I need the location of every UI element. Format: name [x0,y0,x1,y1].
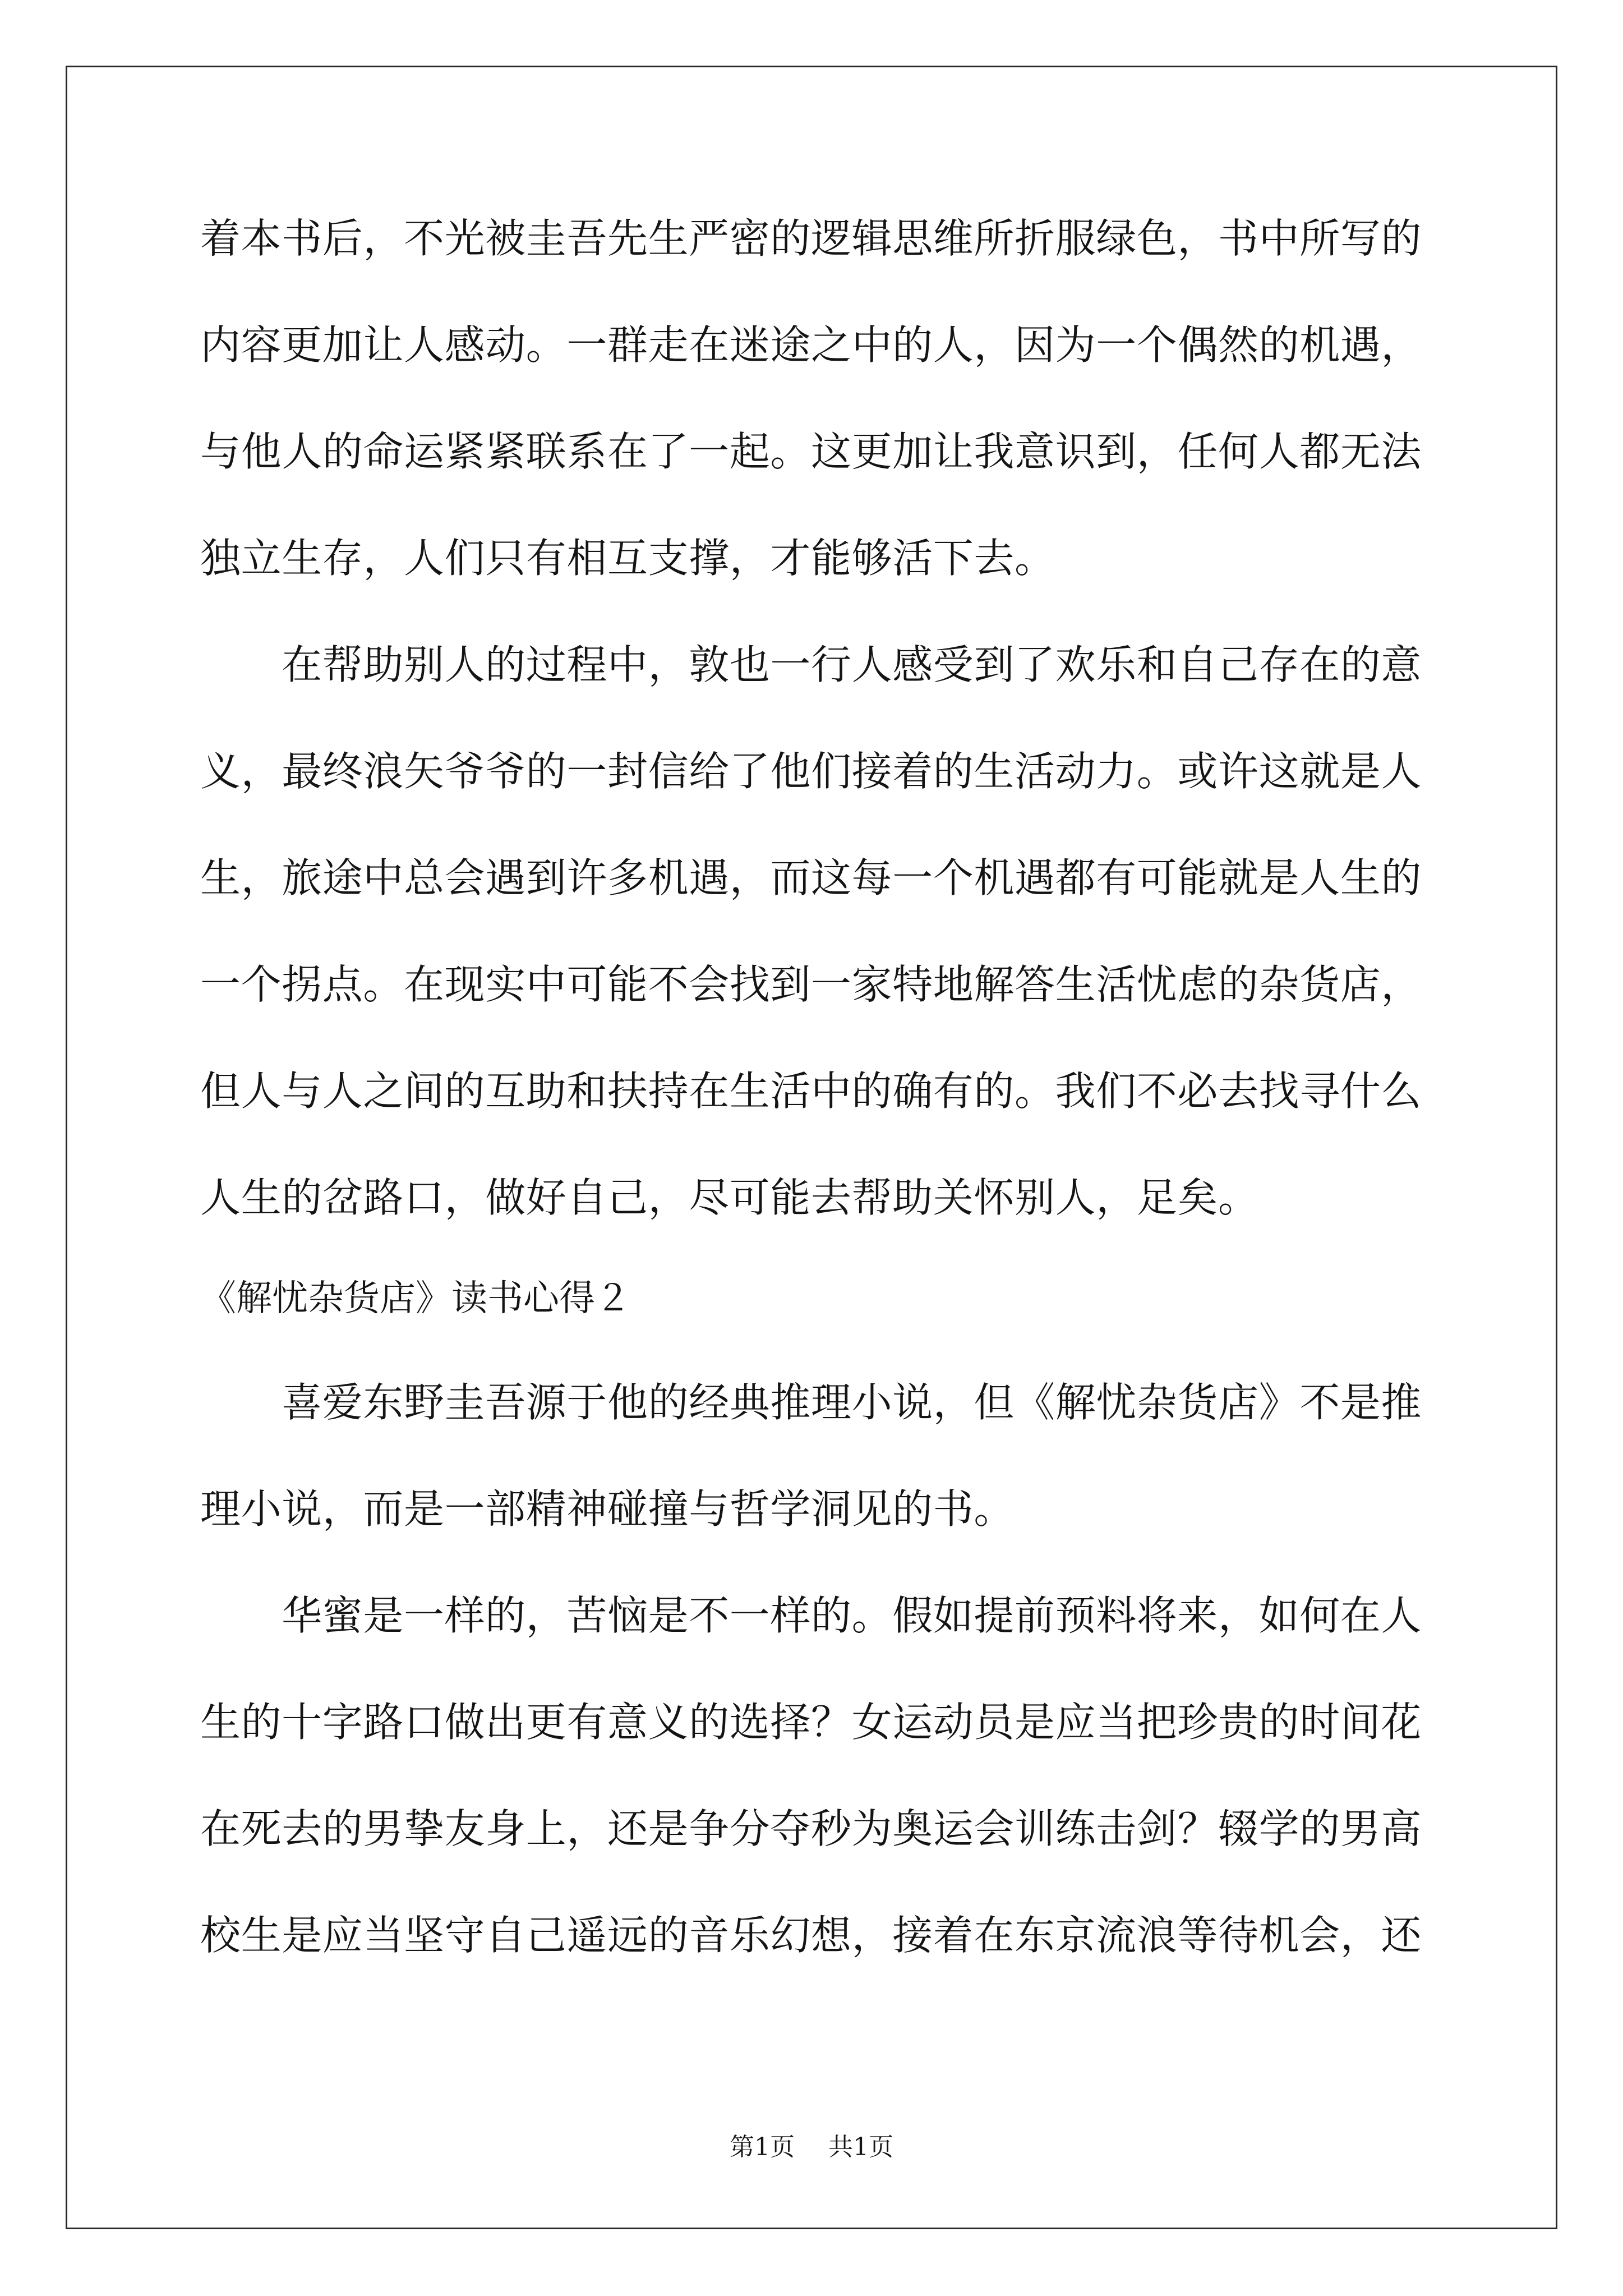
paragraph-line: 喜爱东野圭吾源于他的经典推理小说，但《解忧杂货店》不是推 [200,1379,1422,1426]
page-border [66,66,1557,2229]
paragraph-line: 独立生存，人们只有相互支撑，才能够活下去。 [200,535,1055,582]
paragraph-line: 生，旅途中总会遇到许多机遇，而这每一个机遇都有可能就是人生的 [200,854,1422,901]
paragraph-line: 校生是应当坚守自己遥远的音乐幻想，接着在东京流浪等待机会，还 [200,1912,1422,1959]
paragraph-line: 理小说，而是一部精神碰撞与哲学洞见的书。 [200,1485,1015,1533]
paragraph-line: 内容更加让人感动。一群走在迷途之中的人，因为一个偶然的机遇， [200,321,1422,369]
paragraph-line: 在死去的男挚友身上，还是争分夺秒为奥运会训练击剑？辍学的男高 [200,1805,1422,1852]
page-total: 共1页 [828,2133,893,2161]
paragraph-line: 着本书后，不光被圭吾先生严密的逻辑思维所折服绿色，书中所写的 [200,215,1422,262]
page-number: 第1页 [730,2133,795,2161]
paragraph-line: 与他人的命运紧紧联系在了一起。这更加让我意识到，任何人都无法 [200,428,1422,475]
paragraph-line: 但人与人之间的互助和扶持在生活中的确有的。我们不必去找寻什么 [200,1068,1422,1115]
paragraph-line: 在帮助别人的过程中，敦也一行人感受到了欢乐和自己存在的意 [200,641,1422,688]
section-heading: 《解忧杂货店》读书心得２ [200,1278,631,1319]
page-footer [0,2131,1623,2164]
paragraph-line: 生的十字路口做出更有意义的选择？女运动员是应当把珍贵的时间花 [200,1699,1422,1746]
paragraph-line: 华蜜是一样的，苦恼是不一样的。假如提前预料将来，如何在人 [200,1592,1422,1639]
paragraph-line: 义，最终浪矢爷爷的一封信给了他们接着的生活动力。或许这就是人 [200,748,1422,795]
paragraph-line: 一个拐点。在现实中可能不会找到一家特地解答生活忧虑的杂货店， [200,961,1422,1008]
paragraph-line: 人生的岔路口，做好自己，尽可能去帮助关怀别人，足矣。 [200,1174,1259,1221]
